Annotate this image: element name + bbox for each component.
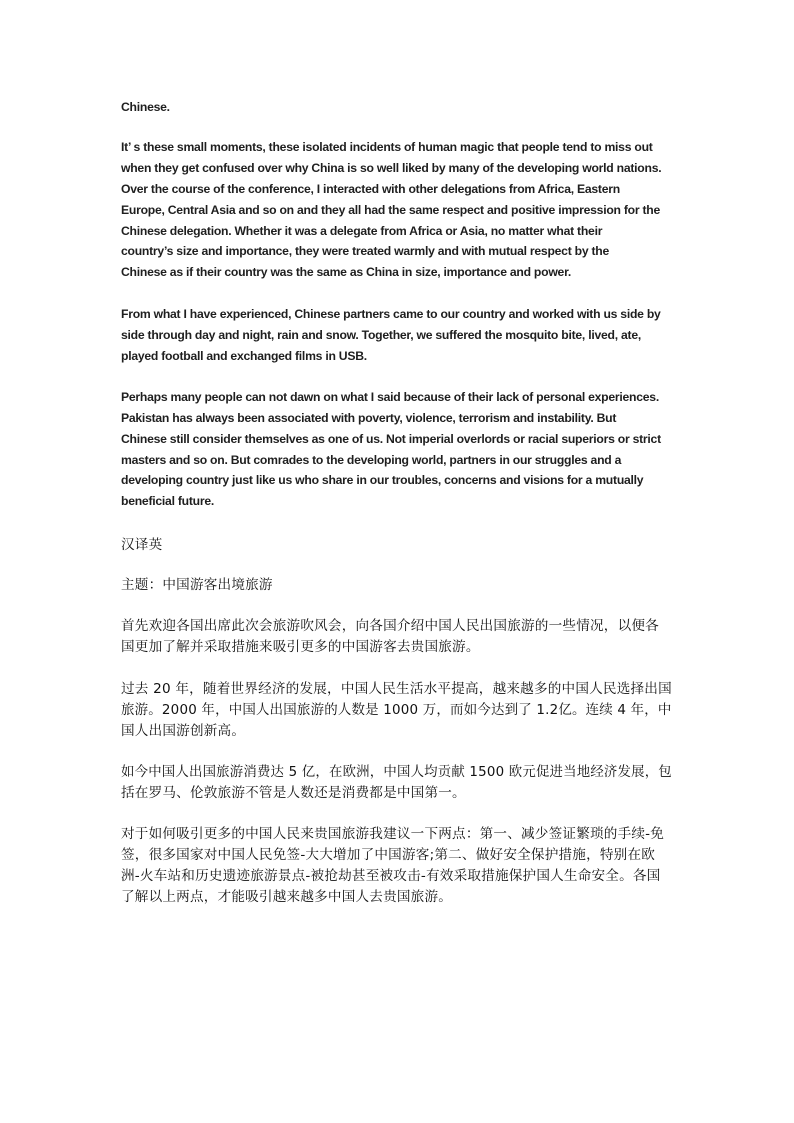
- paragraph-line: Chinese delegation. Whether it was a delegate from Africa or Asia, no matter what their: [121, 224, 603, 238]
- paragraph-line: 如今中国人出国旅游消费达 5 亿，在欧洲，中国人均贡献 1500 欧元促进当地经济发展，包: [121, 764, 672, 780]
- paragraph-line: 了解以上两点，才能吸引越来越多中国人去贵国旅游。: [121, 889, 453, 905]
- paragraph-line: Chinese.: [121, 100, 170, 114]
- paragraph-line: masters and so on. But comrades to the developing world, partners in our struggles and a: [121, 453, 622, 467]
- paragraph-line: Perhaps many people can not dawn on what I said because of their lack of personal experiences.: [121, 390, 659, 404]
- paragraph-line: Europe, Central Asia and so on and they all had the same respect and positive impression for the: [121, 203, 661, 217]
- paragraph-line: 签，很多国家对中国人民免签-大大增加了中国游客;第二、做好安全保护措施，特别在欧: [121, 847, 656, 863]
- paragraph-line: Over the course of the conference, I interacted with other delegations from Africa, Eastern: [121, 182, 620, 196]
- paragraph-line: 对于如何吸引更多的中国人民来贵国旅游我建议一下两点：第一、减少签证繁琐的手续-免: [121, 826, 665, 842]
- paragraph-line: Chinese still consider themselves as one of us. Not imperial overlords or racial superiors or strict: [121, 432, 661, 446]
- paragraph-line: It’ s these small moments, these isolated incidents of human magic that people tend to miss out: [121, 140, 653, 154]
- paragraph-line: beneficial future.: [121, 494, 215, 508]
- paragraph-line: country’s size and importance, they were treated warmly and with mutual respect by the: [121, 244, 610, 258]
- paragraph-line: Chinese as if their country was the same as China in size, importance and power.: [121, 265, 572, 279]
- paragraph-line: From what I have experienced, Chinese partners came to our country and worked with us side by: [121, 307, 661, 321]
- paragraph-line: 首先欢迎各国出席此次会旅游吹风会，向各国介绍中国人民出国旅游的一些情况，以便各: [121, 618, 659, 634]
- topic-heading: 主题：中国游客出境旅游: [121, 577, 273, 593]
- paragraph-line: 过去 20 年，随着世界经济的发展，中国人民生活水平提高，越来越多的中国人民选择出国: [121, 681, 672, 697]
- paragraph-line: 国人出国游创新高。: [121, 723, 246, 739]
- paragraph-line: 旅游。2000 年，中国人出国旅游的人数是 1000 万，而如今达到了 1.2亿。连续 4 年，中: [121, 702, 672, 718]
- paragraph-line: side through day and night, rain and snow. Together, we suffered the mosquito bite, lived, ate,: [121, 328, 642, 342]
- section-heading: 汉译英: [121, 537, 163, 553]
- paragraph-line: 括在罗马、伦敦旅游不管是人数还是消费都是中国第一。: [121, 785, 466, 801]
- paragraph-line: 洲-火车站和历史遗迹旅游景点-被抢劫甚至被攻击-有效采取措施保护国人生命安全。各国: [121, 868, 661, 884]
- paragraph-line: played football and exchanged films in USB.: [121, 349, 367, 363]
- paragraph-line: Pakistan has always been associated with poverty, violence, terrorism and instability. But: [121, 411, 617, 425]
- paragraph-line: developing country just like us who share in our troubles, concerns and visions for a mutually: [121, 473, 644, 487]
- paragraph-line: when they get confused over why China is so well liked by many of the developing world nations.: [121, 161, 662, 175]
- paragraph-line: 国更加了解并采取措施来吸引更多的中国游客去贵国旅游。: [121, 639, 480, 655]
